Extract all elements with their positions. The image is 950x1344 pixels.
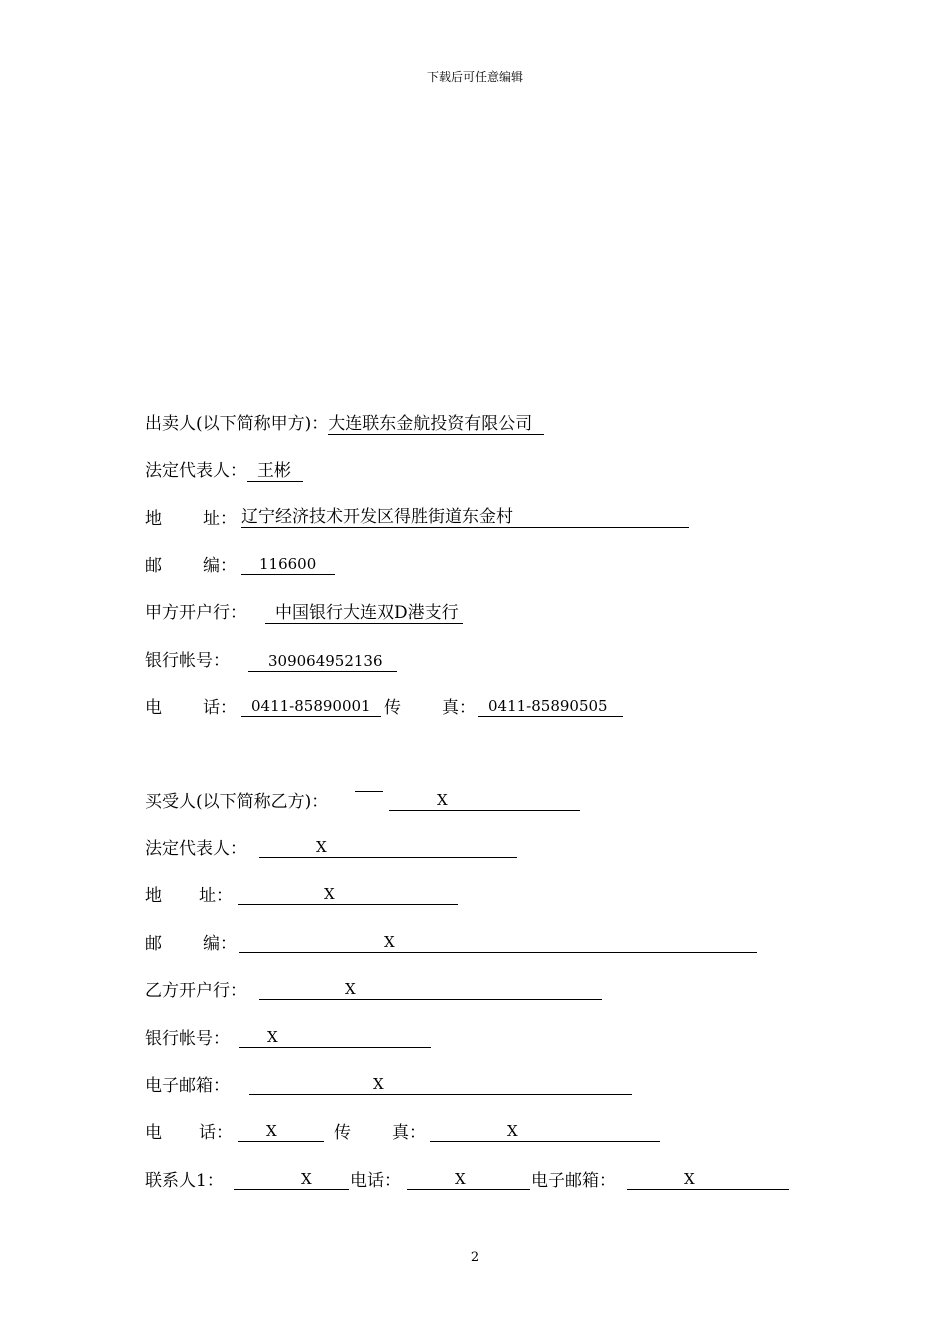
buyer-rep-row: [145, 838, 705, 860]
buyer-addr: X: [238, 885, 458, 905]
buyer-acct-label: 银行帐号：: [145, 1029, 230, 1049]
seller-zip: 116600: [241, 555, 335, 575]
seller-rep: 王彬: [247, 462, 303, 482]
buyer-title-blank: [355, 791, 383, 792]
seller-tel-label1: 电: [145, 698, 162, 718]
seller-zip-label1: 邮: [145, 556, 162, 576]
seller-addr-row: [145, 508, 705, 530]
buyer-zip-label2: 编：: [203, 934, 237, 954]
seller-title-row: [145, 413, 544, 435]
buyer-fax: X: [430, 1122, 660, 1142]
buyer-acct-row: [145, 1028, 705, 1050]
buyer-contact: X: [234, 1170, 349, 1190]
seller-fax-label1: 传: [384, 698, 401, 718]
buyer-addr-label2: 址：: [199, 886, 233, 906]
seller-fax-label2: 真：: [442, 698, 476, 718]
seller-zip-label2: 编：: [203, 556, 237, 576]
buyer-title-row: [145, 791, 705, 813]
buyer-fax-label2: 真：: [392, 1123, 426, 1143]
seller-addr-label2: 址：: [203, 509, 237, 529]
buyer-contact-label: 联系人1：: [145, 1171, 224, 1191]
buyer-contact-email: X: [627, 1170, 789, 1190]
buyer-contact-tel: X: [407, 1170, 530, 1190]
seller-name: 大连联东金航投资有限公司: [328, 415, 544, 435]
buyer-addr-label1: 地: [145, 886, 162, 906]
buyer-contact-tel-label: 电话：: [350, 1171, 401, 1191]
buyer-fax-label1: 传: [334, 1123, 351, 1143]
buyer-title-label: 买受人(以下简称乙方)：: [145, 792, 329, 812]
seller-acct-row: [145, 650, 397, 672]
buyer-tel-row: [145, 1122, 705, 1144]
buyer-email-row: [145, 1075, 705, 1097]
seller-acct-label: 银行帐号：: [145, 651, 230, 671]
seller-tel: 0411-85890001: [241, 697, 381, 717]
buyer-rep: X: [259, 838, 517, 858]
seller-tel-row: [145, 697, 705, 719]
seller-fax: 0411-85890505: [478, 697, 623, 717]
seller-rep-label: 法定代表人：: [145, 461, 247, 481]
buyer-bank: X: [259, 980, 602, 1000]
seller-tel-label2: 话：: [203, 698, 237, 718]
buyer-email: X: [249, 1075, 632, 1095]
seller-acct: 309064952136: [248, 652, 397, 672]
buyer-contact-email-label: 电子邮箱：: [531, 1171, 616, 1191]
buyer-bank-label: 乙方开户行：: [145, 981, 247, 1001]
seller-zip-row: [145, 555, 705, 577]
buyer-zip: X: [239, 933, 757, 953]
buyer-tel-label2: 话：: [199, 1123, 233, 1143]
seller-bank-row: [145, 602, 463, 624]
buyer-name: X: [389, 791, 580, 811]
buyer-addr-row: [145, 885, 705, 907]
seller-addr: 辽宁经济技术开发区得胜街道东金村: [241, 508, 689, 528]
buyer-email-label: 电子邮箱：: [145, 1076, 230, 1096]
buyer-zip-label1: 邮: [145, 934, 162, 954]
buyer-tel-label1: 电: [145, 1123, 162, 1143]
page-number: 2: [470, 1250, 480, 1265]
seller-rep-row: [145, 460, 303, 482]
seller-bank: 中国银行大连双D港支行: [265, 604, 463, 624]
seller-addr-label1: 地: [145, 509, 162, 529]
buyer-acct: X: [239, 1028, 431, 1048]
seller-title-label: 出卖人(以下简称甲方)：: [145, 414, 329, 434]
buyer-rep-label: 法定代表人：: [145, 839, 247, 859]
buyer-tel: X: [238, 1122, 324, 1142]
seller-bank-label: 甲方开户行：: [145, 603, 247, 623]
buyer-contact-row: [145, 1170, 805, 1192]
page-header: 下载后可任意编辑: [426, 70, 523, 84]
buyer-zip-row: [145, 933, 785, 955]
buyer-bank-row: [145, 980, 705, 1002]
